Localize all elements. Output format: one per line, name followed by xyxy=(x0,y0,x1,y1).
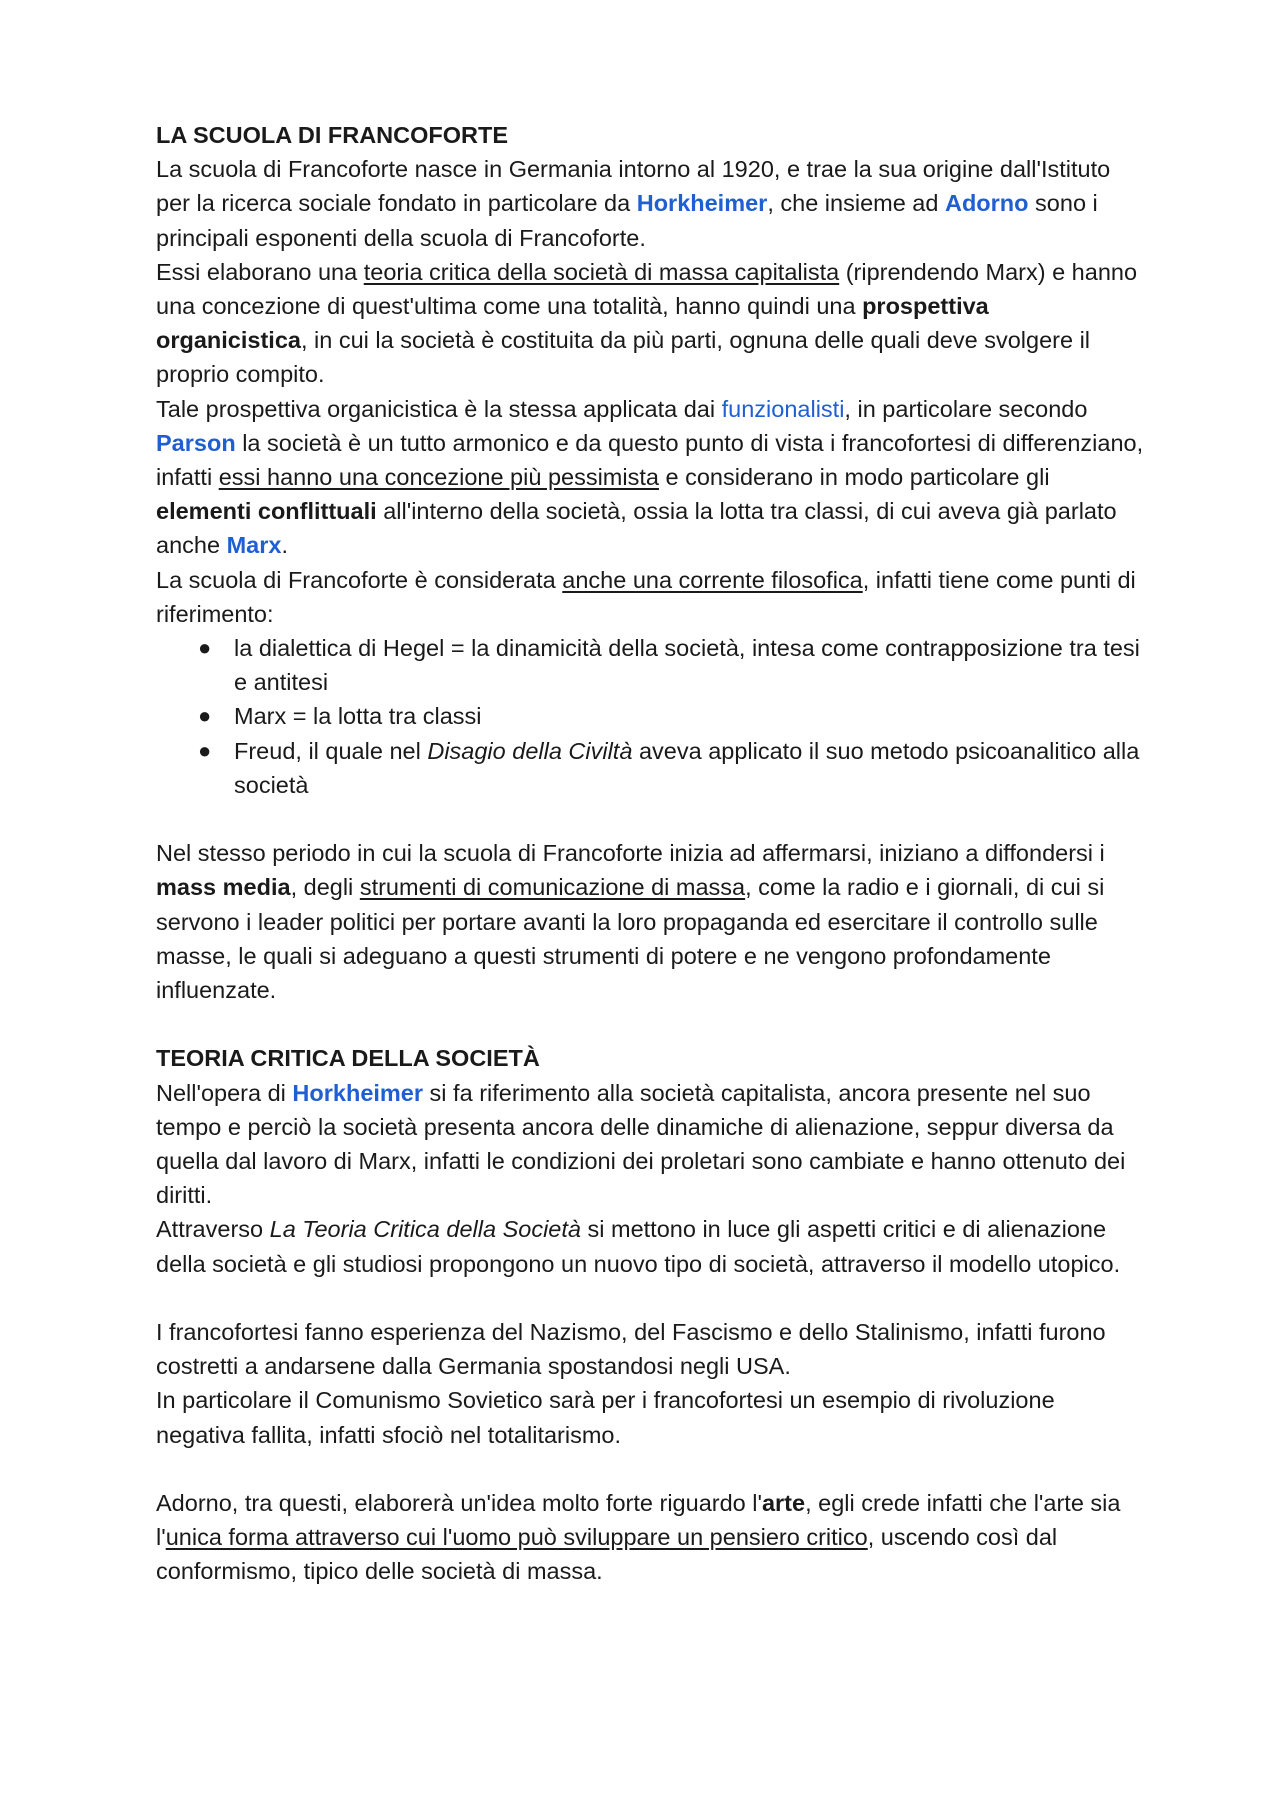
term-funzionalisti: funzionalisti xyxy=(721,395,845,422)
name-horkheimer: Horkheimer xyxy=(636,190,768,217)
bullet-list-riferimenti xyxy=(156,631,1146,802)
underline-corrente-filosofica: anche una corrente filosofica xyxy=(562,566,863,593)
paragraph-mass-media: Nel stesso periodo in cui la scuola di Francoforte inizia ad affermarsi, iniziano a diffondersi i mass media, degli strumenti di comunicazione di massa, come la radio e i giornali, di cui si servono i leader politici per portare avanti la loro propaganda ed esercitare il controllo sulle masse, le quali si adeguano a questi strumenti di potere e ne vengono profondamente influenzate. xyxy=(156,840,1105,1004)
bullet-icon: ● xyxy=(198,703,212,729)
list-item: ● la dialettica di Hegel = la dinamicità della società, intesa come contrapposizione tra tesi e antitesi xyxy=(156,631,1146,699)
name-parson: Parson xyxy=(156,429,236,456)
paragraph-nazismo: I francofortesi fanno esperienza del Nazismo, del Fascismo e dello Stalinismo, infatti furono costretti a andarsene dalla Germania spostandosi negli USA. xyxy=(156,1319,1106,1380)
italic-disagio-civilta: Disagio della Civiltà xyxy=(427,737,633,764)
list-item: ● Freud, il quale nel Disagio della Civiltà aveva applicato il suo metodo psicoanalitico alla società xyxy=(156,734,1146,802)
document-page xyxy=(156,118,1146,1589)
spacer xyxy=(156,1452,1146,1486)
underline-strumenti-comunicazione: strumenti di comunicazione di massa xyxy=(359,874,746,901)
underline-teoria-critica: teoria critica della società di massa capitalista xyxy=(363,258,840,285)
spacer xyxy=(156,1007,1146,1041)
list-item: ● Marx = la lotta tra classi xyxy=(156,699,1146,733)
paragraph-corrente-filosofica: La scuola di Francoforte è considerata anche una corrente filosofica, infatti tiene come punti di riferimento: xyxy=(156,566,1136,627)
underline-concezione-pessimista: essi hanno una concezione più pessimista xyxy=(218,464,659,491)
section-title-scuola-francoforte: LA SCUOLA DI FRANCOFORTE xyxy=(156,122,509,148)
paragraph-opera-horkheimer: Nell'opera di Horkheimer si fa riferimento alla società capitalista, ancora presente nel suo tempo e perciò la società presenta ancora delle dinamiche di alienazione, seppur diversa da quella dal lavoro di Marx, infatti le condizioni dei proletari sono cambiate e hanno ottenuto dei diritti. xyxy=(156,1079,1126,1209)
name-marx: Marx xyxy=(226,532,282,559)
bold-elementi-conflittuali: elementi conflittuali xyxy=(156,498,377,525)
section-title-teoria-critica: TEORIA CRITICA DELLA SOCIETÀ xyxy=(156,1045,540,1072)
underline-unica-forma: unica forma attraverso cui l'uomo può sviluppare un pensiero critico xyxy=(165,1524,868,1551)
bullet-icon: ● xyxy=(198,635,212,661)
paragraph-teoria-critica-societa: Attraverso La Teoria Critica della Società si mettono in luce gli aspetti critici e di alienazione della società e gli studiosi propongono un nuovo tipo di società, attraverso il modello utopico. xyxy=(156,1216,1121,1277)
spacer xyxy=(156,802,1146,836)
paragraph-teoria-critica: Essi elaborano una teoria critica della società di massa capitalista (riprendendo Marx) e hanno una concezione di quest'ultima come una totalità, hanno quindi una prospettiva organicistica, in cui la società è costituita da più parti, ognuna delle quali deve svolgere il proprio compito. xyxy=(156,258,1138,388)
bold-arte: arte xyxy=(761,1490,806,1517)
paragraph-comunismo: In particolare il Comunismo Sovietico sarà per i francofortesi un esempio di rivoluzione negativa fallita, infatti sfociò nel totalitarismo. xyxy=(156,1387,1055,1448)
name-horkheimer: Horkheimer xyxy=(292,1079,424,1106)
spacer xyxy=(156,1281,1146,1315)
paragraph-origine: La scuola di Francoforte nasce in Germania intorno al 1920, e trae la sua origine dall'Istituto per la ricerca sociale fondato in particolare da Horkheimer, che insieme ad Adorno sono i principali esponenti della scuola di Francoforte. xyxy=(156,156,1111,251)
bullet-icon: ● xyxy=(198,737,212,763)
paragraph-funzionalisti: Tale prospettiva organicistica è la stessa applicata dai funzionalisti, in particolare secondo Parson la società è un tutto armonico e da questo punto di vista i francofortesi di differenziano, infatti essi hanno una concezione più pessimista e considerano in modo particolare gli elementi conflittuali all'interno della società, ossia la lotta tra classi, di cui aveva già parlato anche Marx. xyxy=(156,395,1144,559)
bold-mass-media: mass media xyxy=(156,874,291,901)
bold-prospettiva-organicistica: prospettiva organicistica xyxy=(156,293,989,354)
italic-teoria-critica-societa: La Teoria Critica della Società xyxy=(269,1216,581,1243)
paragraph-adorno-arte: Adorno, tra questi, elaborerà un'idea molto forte riguardo l'arte, egli crede infatti che l'arte sia l'unica forma attraverso cui l'uomo può sviluppare un pensiero critico, uscendo così dal conformismo, tipico delle società di massa. xyxy=(156,1490,1121,1585)
name-adorno: Adorno xyxy=(944,190,1029,217)
